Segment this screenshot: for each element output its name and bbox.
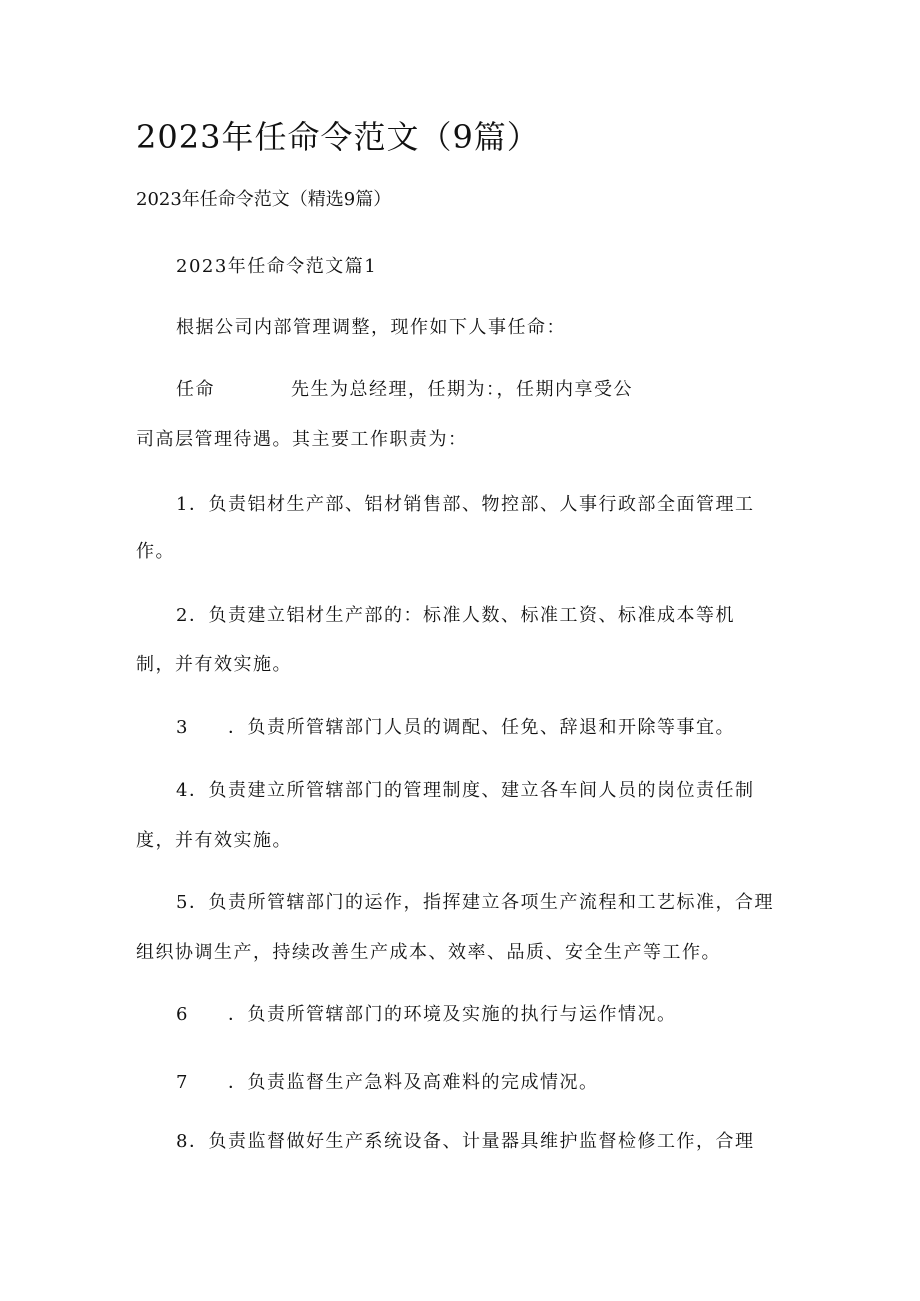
duty-text: ．负责监督生产急料及高难料的完成情况。	[228, 1072, 599, 1093]
duty-item-2	[176, 601, 735, 627]
duty-item-8	[176, 1127, 754, 1153]
document-title: 2023年任命令范文（9篇）	[136, 118, 540, 156]
duty-item-3	[176, 713, 735, 739]
duty-text: ．负责铝材生产部、铝材销售部、物控部、人事行政部全面管理工	[188, 494, 755, 515]
duty-text: ．负责建立所管辖部门的管理制度、建立各车间人员的岗位责任制	[188, 780, 755, 801]
duty-text: ．负责所管辖部门人员的调配、任免、辞退和开除等事宜。	[228, 717, 735, 738]
duty-item-6	[176, 1000, 677, 1026]
duty-number: 5	[176, 892, 189, 913]
appointment-line-1: 先生为总经理，任期为：，任期内享受公	[291, 379, 633, 400]
duty-item-5-continuation: 组织协调生产，持续改善生产成本、效率、品质、安全生产等工作。	[136, 942, 721, 963]
duty-number: 6	[176, 1004, 189, 1025]
appointment-line-2: 司高层管理待遇。其主要工作职责为：	[136, 429, 468, 450]
duty-item-1	[176, 490, 754, 516]
duty-number: 7	[176, 1072, 189, 1093]
duty-number: 4	[176, 780, 189, 801]
duty-number: 2	[176, 605, 189, 626]
duty-text: ．负责建立铝材生产部的：标准人数、标准工资、标准成本等机	[188, 605, 735, 626]
intro-paragraph: 根据公司内部管理调整，现作如下人事任命：	[176, 317, 566, 338]
duty-item-7	[176, 1068, 599, 1094]
document-subtitle: 2023年任命令范文（精选9篇）	[136, 189, 392, 210]
duty-item-4	[176, 776, 754, 802]
section-heading: 2023年任命令范文篇1	[176, 256, 378, 277]
duty-item-2-continuation: 制，并有效实施。	[136, 654, 292, 675]
duty-item-4-continuation: 度，并有效实施。	[136, 830, 292, 851]
duty-item-5	[176, 888, 774, 914]
appointment-line-1-prefix: 任命	[176, 379, 215, 400]
duty-text: ．负责所管辖部门的环境及实施的执行与运作情况。	[228, 1004, 677, 1025]
duty-number: 3	[176, 717, 189, 738]
duty-text: ．负责监督做好生产系统设备、计量器具维护监督检修工作，合理	[188, 1131, 755, 1152]
duty-number: 8	[176, 1131, 189, 1152]
duty-item-1-continuation: 作。	[136, 541, 175, 562]
duty-text: ．负责所管辖部门的运作，指挥建立各项生产流程和工艺标准，合理	[188, 892, 774, 913]
duty-number: 1	[176, 494, 189, 515]
